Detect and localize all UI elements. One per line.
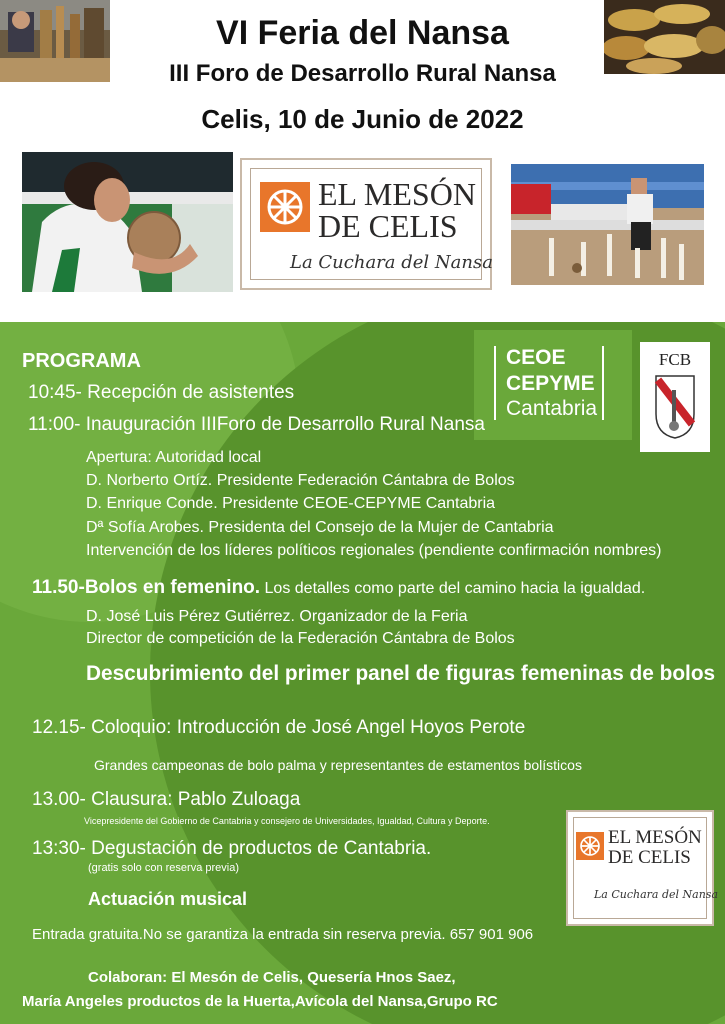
director-line: Director de competición de la Federación Cántabra de Bolos (86, 630, 515, 647)
meson-tagline: La Cuchara del Nansa (290, 252, 493, 273)
item-1045: 10:45- Recepción de asistentes (28, 382, 295, 403)
player-photo-left (22, 152, 233, 292)
fcb-logo (640, 342, 710, 452)
lideres-line: Intervención de los líderes políticos regionales (pendiente confirmación nombres) (86, 542, 662, 559)
meson-name-line1: EL MESÓN (318, 176, 476, 212)
meson-name-line2-small: DE CELIS (608, 847, 691, 868)
programa-heading: PROGRAMA (22, 350, 141, 372)
meson-emblem-icon (260, 182, 310, 232)
item-1330: 13:30- Degustación de productos de Cantabria. (32, 838, 432, 859)
descubrimiento-line: Descubrimiento del primer panel de figuras femeninas de bolos (86, 662, 716, 685)
vicepresidente-line: Vicepresidente del Gobierno de Cantabria y consejero de Universidades, Igualdad, Cultura y Deporte. (84, 816, 490, 826)
item-1215: 12.15- Coloquio: Introducción de José Angel Hoyos Perote (32, 717, 526, 738)
event-title: VI Feria del Nansa (216, 14, 509, 52)
event-subtitle: III Foro de Desarrollo Rural Nansa (169, 60, 556, 87)
fcb-shield-icon (654, 374, 696, 440)
item-1150-detail: Los detalles como parte del camino hacia la igualdad. (260, 580, 646, 597)
ceoe-cepyme-logo: CEOE CEPYME Cantabria (474, 330, 632, 440)
item-1150-title: 11.50-Bolos en femenino. (32, 577, 261, 598)
actuacion-musical: Actuación musical (88, 889, 248, 909)
apertura-line: Apertura: Autoridad local (86, 449, 262, 466)
item-1150 (32, 577, 645, 599)
colaboran-line1: Colaboran: El Mesón de Celis, Quesería Hnos Saez, (88, 969, 456, 986)
gratis-line: (gratis solo con reserva previa) (88, 862, 240, 874)
campeonas-line: Grandes campeonas de bolo palma y representantes de estamentos bolísticos (94, 757, 582, 773)
meson-name-line1-small: EL MESÓN (608, 827, 702, 848)
entrada-line: Entrada gratuita.No se garantiza la entrada sin reserva previa. 657 901 906 (32, 926, 534, 943)
fcb-text: FCB (658, 350, 692, 369)
colaboran-line2: María Angeles productos de la Huerta,Avícola del Nansa,Grupo RC (22, 993, 498, 1010)
meson-de-celis-logo-bottom (566, 810, 719, 926)
perez-line: D. José Luis Pérez Gutiérrez. Organizador de la Feria (86, 608, 468, 625)
ortiz-line: D. Norberto Ortíz. Presidente Federación Cántabra de Bolos (86, 472, 515, 489)
event-date: Celis, 10 de Junio de 2022 (201, 104, 524, 134)
player-photo-right (511, 164, 704, 285)
arobes-line: Dª Sofía Arobes. Presidenta del Consejo de la Mujer de Cantabria (86, 519, 554, 536)
conde-line: D. Enrique Conde. Presidente CEOE-CEPYME Cantabria (86, 495, 496, 512)
meson-de-celis-logo-top (240, 158, 492, 290)
meson-emblem-icon-small (576, 832, 604, 860)
meson-name-line2: DE CELIS (318, 208, 458, 244)
item-1100: 11:00- Inauguración IIIForo de Desarrollo Rural Nansa (28, 414, 485, 435)
item-1300: 13.00- Clausura: Pablo Zuloaga (32, 789, 301, 810)
meson-tagline-small: La Cuchara del Nansa (594, 888, 719, 901)
